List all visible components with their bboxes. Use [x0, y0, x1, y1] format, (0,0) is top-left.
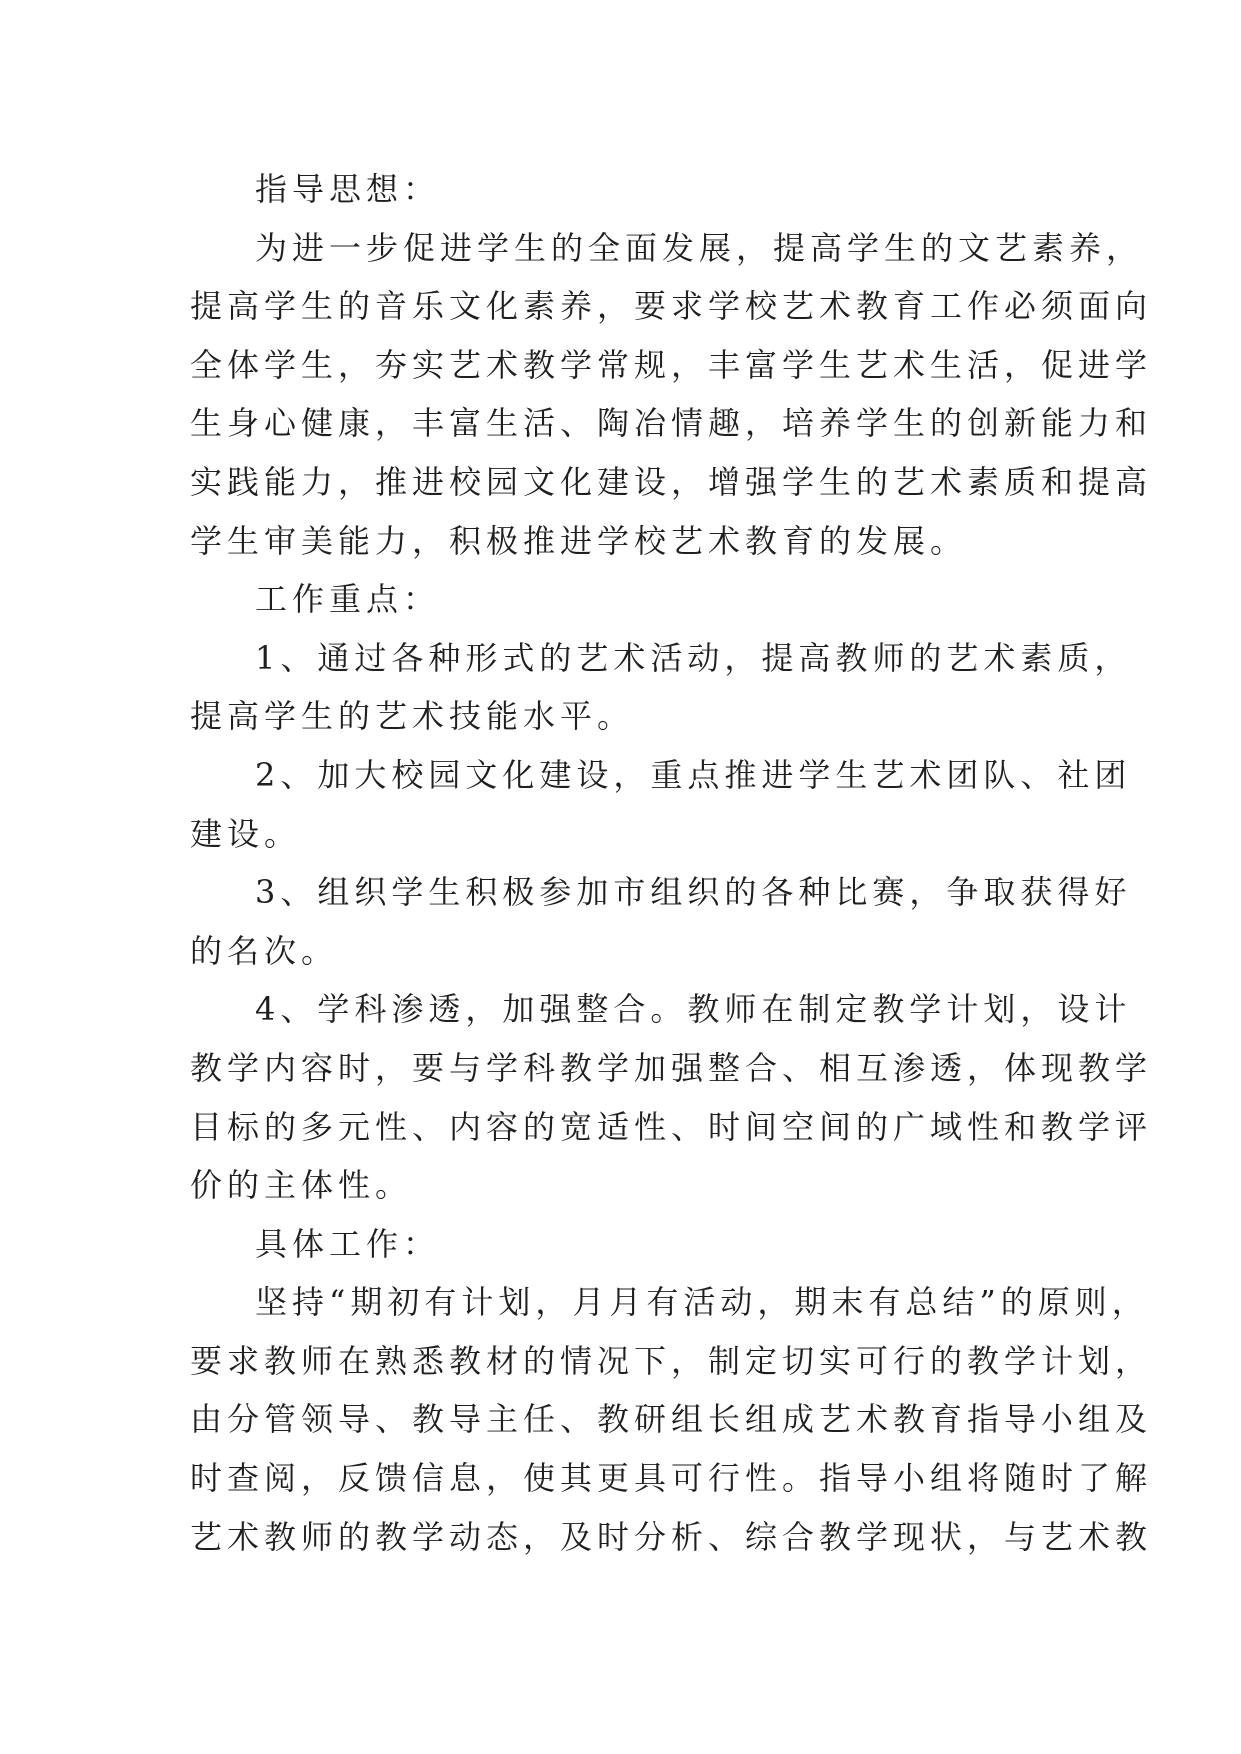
text-line: 时查阅，反馈信息，使其更具可行性。指导小组将随时了解 — [190, 1459, 1153, 1498]
text-line: 要求教师在熟悉教材的情况下，制定切实可行的教学计划， — [190, 1341, 1153, 1380]
heading-guiding-ideology: 指导思想： — [255, 170, 441, 208]
text-line: 全体学生，夯实艺术教学常规，丰富学生艺术生活，促进学 — [190, 345, 1153, 384]
text-line: 3、组织学生积极参加市组织的各种比赛，争取获得好 — [255, 873, 1132, 912]
heading-specific-work: 具体工作： — [255, 1224, 441, 1263]
text-line: 提高学生的音乐文化素养，要求学校艺术教育工作必须面向 — [190, 287, 1153, 326]
text-line: 提高学生的艺术技能水平。 — [190, 697, 635, 736]
text-line: 价的主体性。 — [190, 1166, 413, 1205]
text-line: 实践能力，推进校园文化建设，增强学生的艺术素质和提高 — [190, 462, 1153, 501]
text-line: 艺术教师的教学动态，及时分析、综合教学现状，与艺术教 — [190, 1517, 1153, 1556]
text-line: 为进一步促进学生的全面发展，提高学生的文艺素养， — [255, 228, 1144, 267]
text-line: 教学内容时，要与学科教学加强整合、相互渗透，体现教学 — [190, 1048, 1153, 1087]
text-line: 坚持“期初有计划，月月有活动，期末有总结”的原则， — [255, 1283, 1149, 1322]
text-line: 2、加大校园文化建设，重点推进学生艺术团队、社团 — [255, 755, 1132, 794]
text-line: 4、学科渗透，加强整合。教师在制定教学计划，设计 — [255, 990, 1132, 1029]
text-line: 由分管领导、教导主任、教研组长组成艺术教育指导小组及 — [190, 1400, 1153, 1439]
text-line: 1、通过各种形式的艺术活动，提高教师的艺术素质， — [255, 638, 1132, 677]
text-line: 生身心健康，丰富生活、陶冶情趣，培养学生的创新能力和 — [190, 404, 1153, 443]
document-body — [190, 160, 1153, 1566]
text-line: 建设。 — [190, 814, 302, 853]
text-line: 的名次。 — [190, 931, 339, 970]
text-line: 学生审美能力，积极推进学校艺术教育的发展。 — [190, 521, 968, 560]
heading-work-focus: 工作重点： — [255, 580, 441, 619]
text-line: 目标的多元性、内容的宽适性、时间空间的广域性和教学评 — [190, 1107, 1153, 1146]
